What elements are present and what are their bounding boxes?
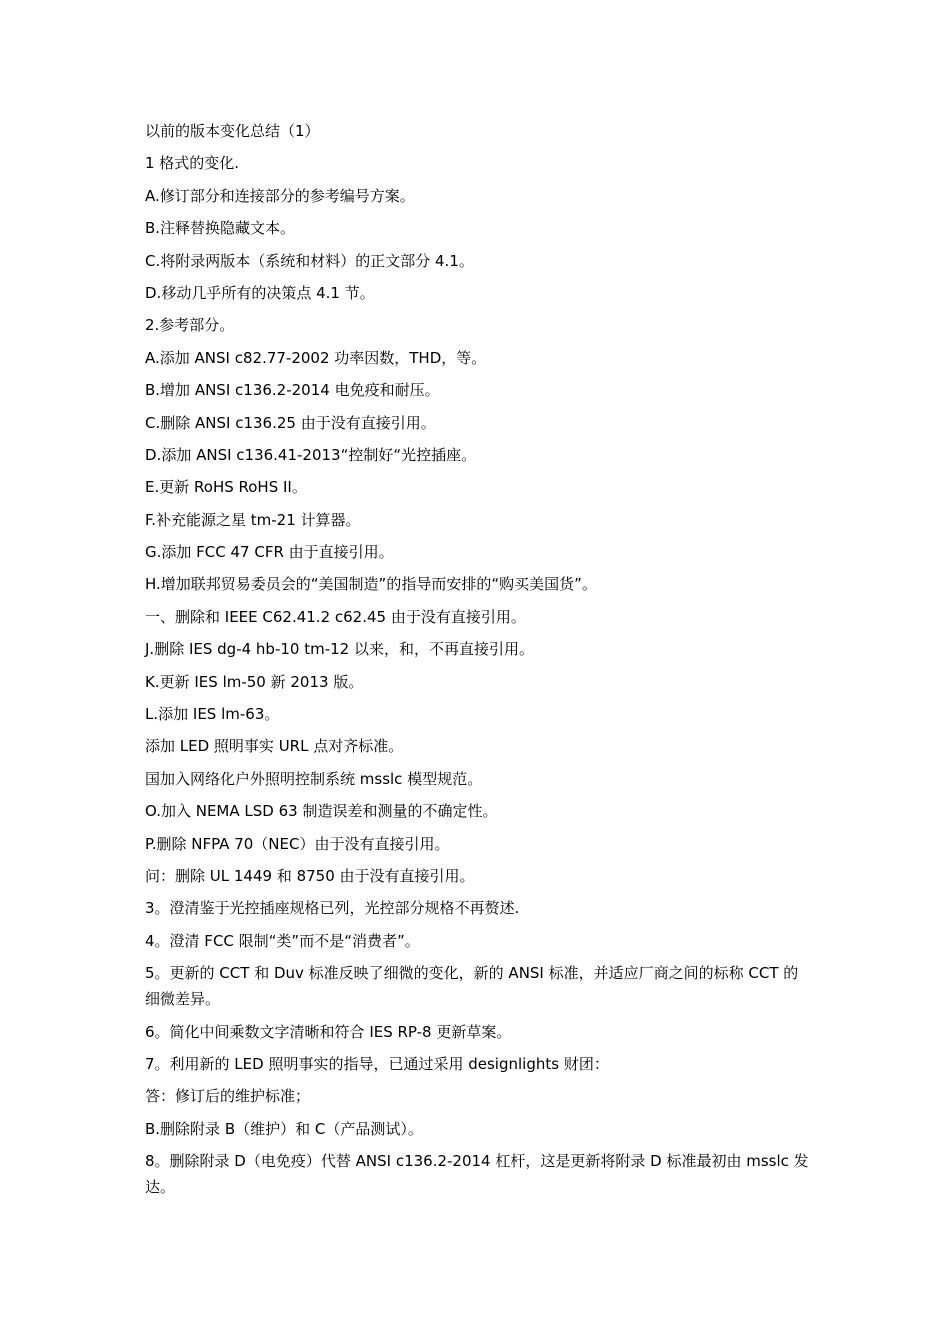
- list-item: 答：修订后的维护标准；: [145, 1087, 311, 1106]
- list-item: A.修订部分和连接部分的参考编号方案。: [145, 186, 415, 205]
- list-item: J.删除 IES dg-4 hb-10 tm-12 以来，和，不再直接引用。: [145, 640, 534, 659]
- document-body: [145, 118, 810, 1207]
- list-item: 问：删除 UL 1449 和 8750 由于没有直接引用。: [145, 866, 475, 885]
- list-item: 添加 LED 照明事实 URL 点对齐标准。: [145, 737, 404, 756]
- section-item: 3。澄清鉴于光控插座规格已列，光控部分规格不再赘述.: [145, 899, 520, 918]
- list-item: D.移动几乎所有的决策点 4.1 节。: [145, 283, 375, 302]
- list-item: 国加入网络化户外照明控制系统 msslc 模型规范。: [145, 769, 483, 788]
- section-item: 8。删除附录 D（电免疫）代替 ANSI c136.2-2014 杠杆，这是更新将附录 D 标准最初由 msslc 发达。: [145, 1152, 809, 1197]
- section-item: 6。简化中间乘数文字清晰和符合 IES RP-8 更新草案。: [145, 1022, 512, 1041]
- list-item: C.删除 ANSI c136.25 由于没有直接引用。: [145, 413, 436, 432]
- section-heading: 1 格式的变化.: [145, 154, 240, 173]
- list-item: B.增加 ANSI c136.2-2014 电免疫和耐压。: [145, 381, 440, 400]
- list-item: C.将附录两版本（系统和材料）的正文部分 4.1。: [145, 251, 474, 270]
- list-item: G.添加 FCC 47 CFR 由于直接引用。: [145, 543, 394, 562]
- list-item: F.补充能源之星 tm-21 计算器。: [145, 510, 361, 529]
- list-item: P.删除 NFPA 70（NEC）由于没有直接引用。: [145, 834, 450, 853]
- section-item: 7。利用新的 LED 照明事实的指导，已通过采用 designlights 财团：: [145, 1054, 609, 1073]
- section-heading: 2.参考部分。: [145, 316, 235, 335]
- section-item: 5。更新的 CCT 和 Duv 标准反映了细微的变化，新的 ANSI 标准，并适应厂商之间的标称 CCT 的细微差异。: [145, 964, 799, 1009]
- list-item: E.更新 RoHS RoHS II。: [145, 478, 307, 497]
- list-item: B.注释替换隐藏文本。: [145, 219, 296, 238]
- list-item: A.添加 ANSI c82.77-2002 功率因数，THD，等。: [145, 348, 487, 367]
- list-item: D.添加 ANSI c136.41-2013“控制好“光控插座。: [145, 445, 477, 464]
- list-item: 一、删除和 IEEE C62.41.2 c62.45 由于没有直接引用。: [145, 607, 526, 626]
- list-item: L.添加 IES lm-63。: [145, 705, 280, 724]
- list-item: O.加入 NEMA LSD 63 制造误差和测量的不确定性。: [145, 802, 498, 821]
- document-heading: 以前的版本变化总结（1）: [145, 122, 320, 140]
- list-item: H.增加联邦贸易委员会的“美国制造”的指导而安排的“购买美国货”。: [145, 575, 597, 594]
- list-item: K.更新 IES lm-50 新 2013 版。: [145, 672, 364, 691]
- list-item: B.删除附录 B（维护）和 C（产品测试）。: [145, 1119, 423, 1138]
- section-item: 4。澄清 FCC 限制“类”而不是“消费者”。: [145, 931, 420, 950]
